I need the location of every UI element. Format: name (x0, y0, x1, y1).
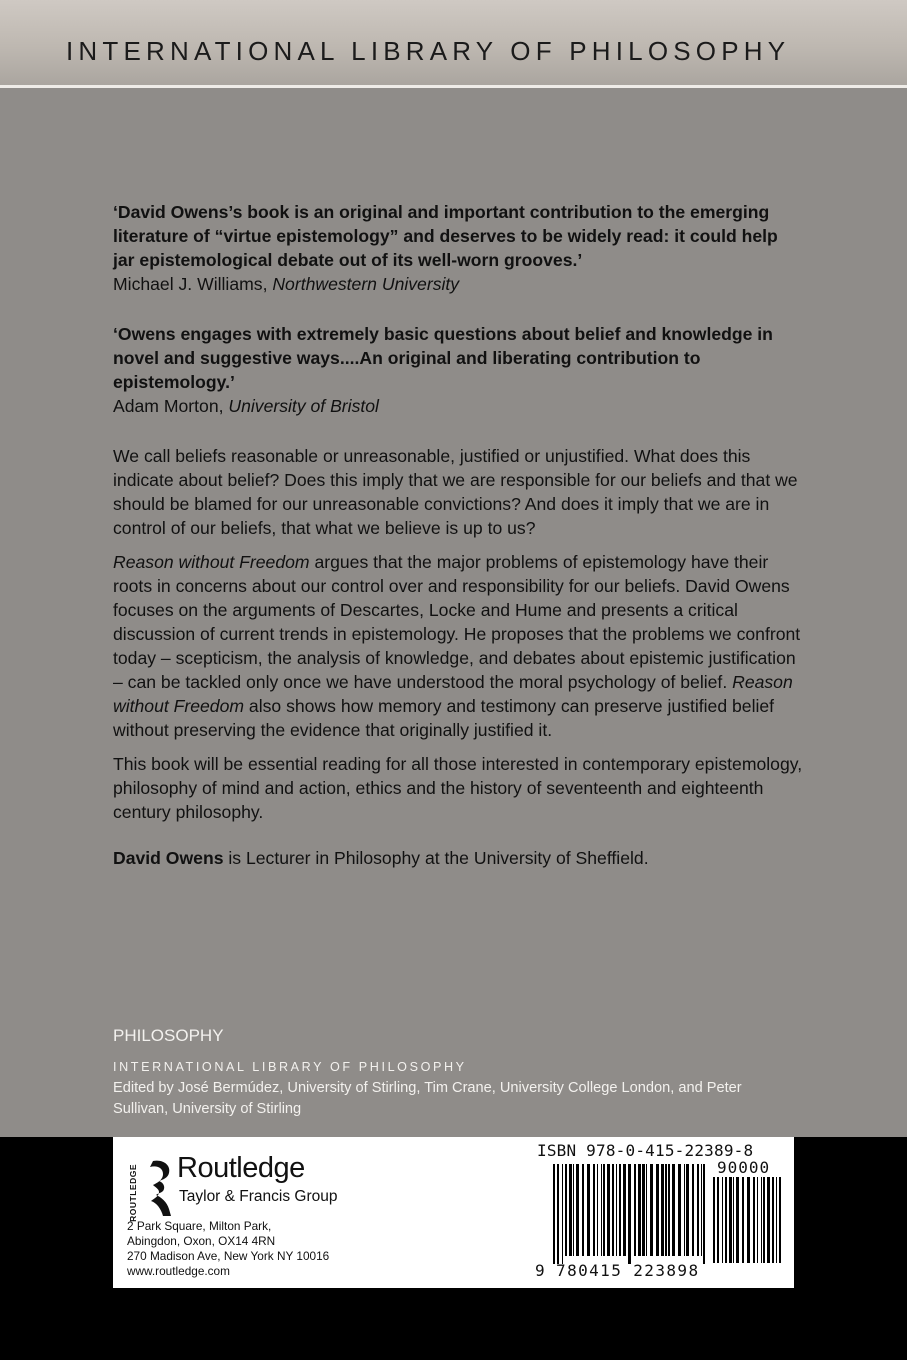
addon-barcode (713, 1177, 783, 1263)
barcode-bar (776, 1177, 777, 1263)
reviewer-affiliation: University of Bristol (228, 396, 379, 416)
series-name: INTERNATIONAL LIBRARY OF PHILOSOPHY (113, 1060, 467, 1074)
barcode-bar (601, 1164, 602, 1256)
ean-digit-groups: 780415 223898 (556, 1261, 700, 1280)
price-code: 90000 (717, 1158, 771, 1177)
barcode-bar (729, 1177, 732, 1263)
book-title: Reason without Freedom (113, 672, 793, 716)
barcode-bar (747, 1177, 750, 1263)
series-editors: Edited by José Bermúdez, University of Stirling, Tim Crane, University College London, and Peter Sullivan, University of Stirling (113, 1080, 742, 1117)
barcode-bar (593, 1164, 595, 1256)
barcode-bar (757, 1177, 758, 1263)
barcode-bar (713, 1177, 715, 1263)
barcode-bar (733, 1177, 734, 1263)
barcode-bar (553, 1164, 555, 1264)
review-quote (113, 322, 803, 418)
barcode-bar (665, 1164, 667, 1256)
barcode-bar (634, 1164, 636, 1256)
book-title: Reason without Freedom (113, 552, 310, 572)
ean-lead-digit: 9 (535, 1261, 547, 1280)
publisher-name: Routledge (177, 1152, 305, 1184)
barcode-bar (628, 1164, 631, 1264)
barcode-bar (686, 1164, 689, 1256)
reviewer-name: Adam Morton, (113, 396, 224, 416)
barcode-bar (576, 1164, 579, 1256)
barcode-bar (612, 1164, 614, 1256)
series-header-band (0, 0, 907, 88)
barcode-bar (692, 1164, 694, 1256)
barcode-bar (597, 1164, 598, 1256)
address-line: Abingdon, Oxon, OX14 4RN (127, 1234, 276, 1248)
barcode-bar (736, 1177, 739, 1263)
reviewer-name: Michael J. Williams, (113, 274, 268, 294)
address-line: 270 Madison Ave, New York NY 10016 (127, 1249, 330, 1263)
barcode-bar (607, 1164, 610, 1256)
quote-text: ‘Owens engages with extremely basic questions about belief and knowledge in novel and suggestive ways....An original and liberating contribution to epistemology.’ (113, 324, 773, 392)
barcode-bar (642, 1164, 645, 1256)
barcode-bar (582, 1164, 584, 1256)
barcode-bar (697, 1164, 699, 1256)
ean-digits (535, 1261, 699, 1280)
barcode-bar (701, 1164, 702, 1256)
barcode-bar (772, 1177, 774, 1263)
barcode-bar (623, 1164, 626, 1256)
barcode-bar (703, 1164, 705, 1264)
barcode-bar (678, 1164, 681, 1256)
paragraph-text: argues that the major problems of epistemology have their roots in concerns about our control over and responsibility for our beliefs. David Owens focuses on the arguments of Descartes, Locke and Hume and presents a critical discussion of current trends in epistemology. He proposes that the problems we confront today – scepticism, the analysis of knowledge, and debates about epistemic justification – can be tackled only once we have understood the moral psychology of belief. (113, 552, 801, 692)
quote-attribution (113, 394, 803, 418)
description-paragraph (113, 550, 803, 742)
barcode-bar (761, 1177, 762, 1263)
author-name: David Owens (113, 848, 224, 868)
author-bio (113, 846, 803, 870)
barcode-bar (753, 1177, 755, 1263)
barcode-bar (573, 1164, 574, 1256)
quote-attribution (113, 272, 803, 296)
barcode-bar (763, 1177, 765, 1263)
barcode-bar (603, 1164, 605, 1256)
barcode-bar (616, 1164, 617, 1256)
publisher-address (127, 1219, 329, 1279)
barcode-bar (619, 1164, 621, 1256)
barcode-bar (638, 1164, 641, 1256)
subject-category: PHILOSOPHY (113, 1026, 224, 1045)
isbn-number: ISBN 978-0-415-22389-8 (537, 1141, 754, 1160)
back-cover-text (113, 200, 803, 880)
publisher-website: www.routledge.com (127, 1264, 230, 1278)
publisher-vertical-wordmark: ROUTLEDGE (128, 1164, 138, 1222)
series-title: INTERNATIONAL LIBRARY OF PHILOSOPHY (66, 36, 791, 66)
reviewer-affiliation: Northwestern University (272, 274, 460, 294)
description-paragraph: We call beliefs reasonable or unreasonable, justified or unjustified. What does this indicate about belief? Does this imply that we are responsible for our beliefs and that we should be blamed for our unreasonable convictions? And does it imply that we are in control of our beliefs, that what we believe is up to us? (113, 446, 798, 538)
ean-barcode (553, 1164, 709, 1266)
publisher-logo (127, 1149, 377, 1222)
barcode-bar (725, 1177, 727, 1263)
barcode-bar (779, 1177, 781, 1263)
barcode-bar (742, 1177, 744, 1263)
routledge-head-icon (147, 1159, 173, 1217)
publisher-barcode-box (113, 1137, 794, 1288)
barcode-bar (717, 1177, 719, 1263)
barcode-bar (668, 1164, 670, 1256)
barcode-bar (661, 1164, 664, 1256)
barcode-bar (722, 1177, 723, 1263)
barcode-bar (557, 1164, 559, 1264)
barcode-bar (646, 1164, 647, 1256)
publisher-group: Taylor & Francis Group (179, 1188, 338, 1205)
barcode-bar (565, 1164, 567, 1256)
quote-text: ‘David Owens’s book is an original and important contribution to the emerging literature of “virtue epistemology” and deserves to be widely read: it could help jar epistemological debate out of its well-worn grooves.’ (113, 202, 778, 270)
barcode-bar (684, 1164, 685, 1256)
description-paragraph: This book will be essential reading for all those interested in contemporary epistemology, philosophy of mind and action, ethics and the history of seventeenth and eighteenth century philosophy. (113, 754, 803, 822)
address-line: 2 Park Square, Milton Park, (127, 1219, 272, 1233)
barcode-bar (656, 1164, 659, 1256)
author-bio-text: is Lecturer in Philosophy at the University of Sheffield. (223, 848, 649, 868)
paragraph-text: also shows how memory and testimony can preserve justified belief without preserving the evidence that originally justified it. (113, 696, 775, 740)
series-info (113, 1026, 753, 1120)
barcode-bar (767, 1177, 770, 1263)
barcode-bar (672, 1164, 675, 1256)
barcode-bar (650, 1164, 653, 1256)
review-quote (113, 200, 803, 296)
barcode-bar (562, 1164, 563, 1264)
barcode-bar (569, 1164, 572, 1256)
barcode-bar (587, 1164, 590, 1256)
